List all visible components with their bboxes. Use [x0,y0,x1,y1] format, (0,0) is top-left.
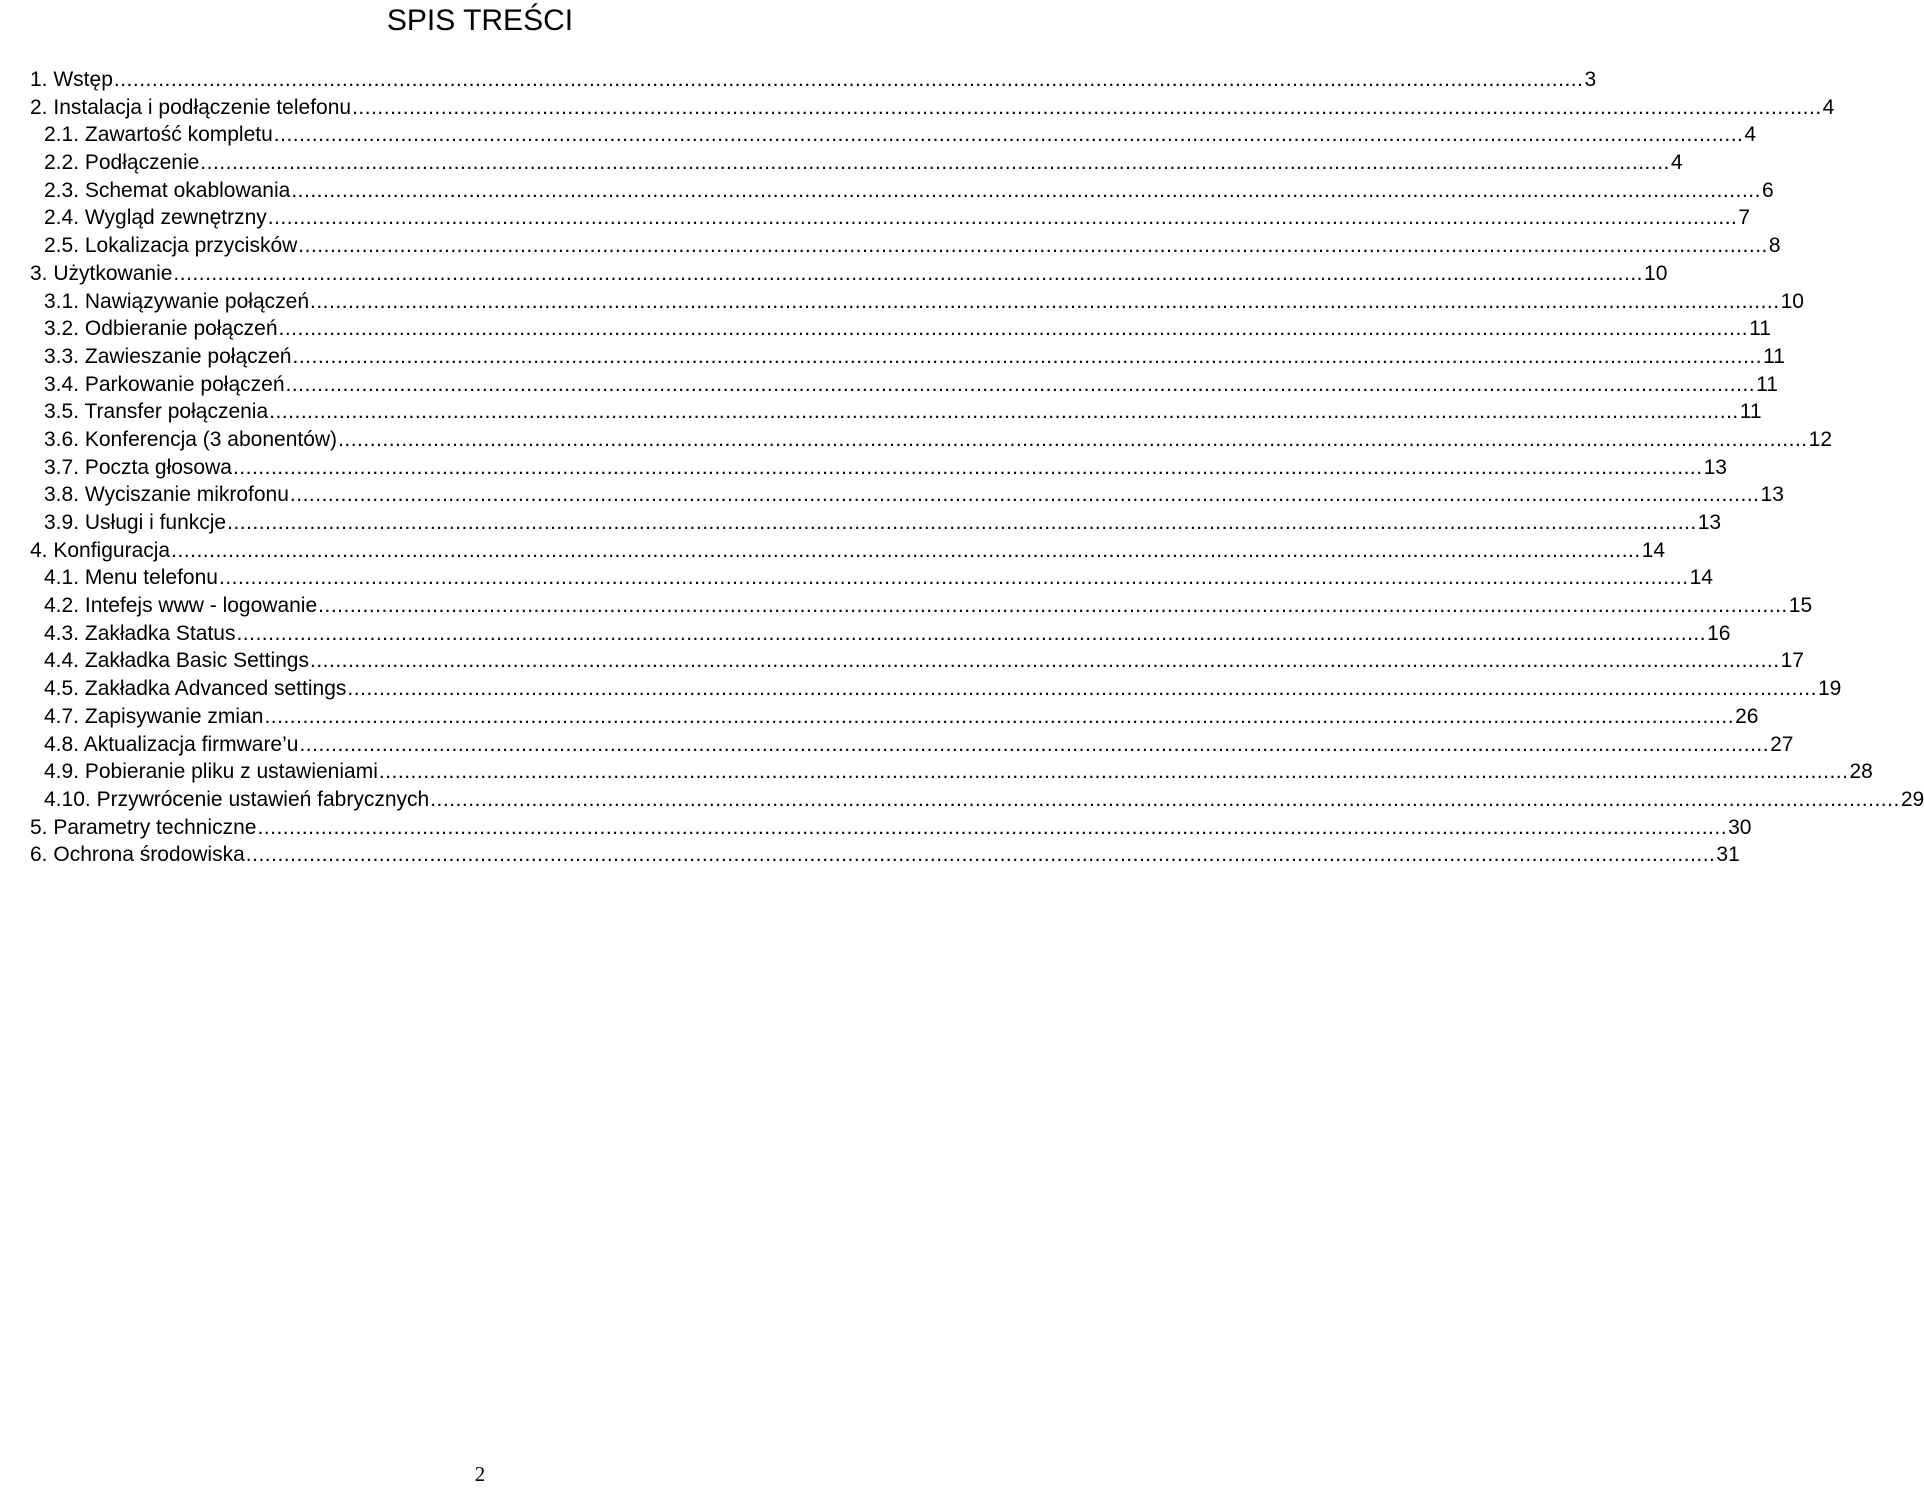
toc-entry-label: Wygląd zewnętrzny [84,206,267,230]
toc-entry-title [44,703,263,731]
toc-entry[interactable] [30,260,1668,288]
toc-entry-page: 10 [1644,261,1668,285]
toc-entry[interactable] [30,537,1666,565]
toc-entry-label: Zakładka Status [84,621,236,645]
toc-entry-page: 3 [1584,68,1597,91]
toc-dot-leader [113,66,1585,94]
toc-entry-page: 13 [1760,483,1784,507]
toc-entry[interactable] [30,371,1778,399]
toc-entry[interactable] [30,758,1873,786]
toc-entry-label: Wyciszanie mikrofonu [84,483,289,507]
toc-entry-label: Ochrona środowiska [53,843,245,867]
toc-entry-page: 6 [1761,178,1774,202]
toc-entry-number: 2.3. [44,178,80,202]
toc-entry-page: 12 [1808,427,1833,451]
toc-entry-title [30,841,245,869]
toc-entry-title [44,426,337,454]
toc-entry-title [44,398,268,426]
toc-entry-title [44,454,232,482]
toc-dot-leader [199,149,1671,177]
toc-entry-page: 13 [1697,511,1722,534]
toc-entry[interactable] [30,426,1833,454]
toc-entry-title [44,204,267,232]
toc-entry-page: 31 [1716,843,1740,867]
toc-entry-number: 3.3. [44,344,80,368]
toc-entry[interactable] [30,731,1794,759]
toc-entry-label: Konferencja (3 abonentów) [84,427,338,451]
toc-entry[interactable] [30,177,1774,205]
toc-entry-title [44,481,289,509]
toc-entry-page: 27 [1770,732,1794,756]
toc-entry-label: Instalacja i podłączenie telefonu [53,95,352,119]
toc-entry[interactable] [30,343,1785,371]
toc-entry-title [44,675,346,703]
toc-entry-number: 3.7. [44,455,80,479]
toc-entry-title [44,288,309,316]
toc-entry[interactable] [30,315,1771,343]
toc-entry-number: 4. [30,538,48,562]
toc-entry-label: Schemat okablowania [84,178,291,202]
toc-entry-label: Konfiguracja [53,538,171,562]
toc-entry-number: 3.6. [44,427,80,451]
toc-dot-leader [256,814,1728,842]
toc-entry-number: 3.8. [44,483,80,507]
toc-entry[interactable] [30,675,1842,703]
toc-entry-label: Lokalizacja przycisków [84,234,298,258]
toc-entry-number: 4.10. [44,787,91,811]
toc-dot-leader [170,537,1642,565]
toc-entry[interactable] [30,288,1804,316]
toc-entry[interactable] [30,841,1740,869]
toc-entry-page: 7 [1738,206,1751,230]
toc-dot-leader [290,177,1762,205]
toc-dot-leader [285,371,1757,399]
toc-entry-number: 4.8. [44,732,80,756]
toc-entry-label: Zapisywanie zmian [84,704,264,728]
toc-dot-leader [235,620,1707,648]
toc-entry-label: Odbieranie połączeń [84,317,278,341]
toc-entry-title [30,814,256,842]
toc-entry-number: 4.7. [44,704,80,728]
toc-dot-leader [289,481,1761,509]
toc-dot-leader [297,232,1769,260]
toc-entry-title [30,94,351,122]
toc-dot-leader [232,454,1704,482]
toc-entry-number: 5. [30,815,48,839]
toc-entry-title [44,343,292,371]
toc-entry-title [44,758,378,786]
toc-entry-title [44,620,235,648]
toc-entry-page: 15 [1788,594,1813,618]
toc-dot-leader [378,758,1850,786]
toc-entry-label: Transfer połączenia [84,400,269,424]
toc-entry-label: Intefejs www - logowanie [84,594,318,618]
toc-entry-label: Poczta głosowa [84,455,232,479]
toc-entry-number: 2.1. [44,123,80,147]
toc-entry-number: 4.1. [44,566,80,590]
toc-entry-label: Zakładka Basic Settings [84,649,309,673]
toc-entry-label: Aktualizacja firmware’u [83,732,299,756]
toc-dot-leader [268,398,1740,426]
toc-entry-label: Użytkowanie [53,261,173,285]
toc-dot-leader [298,731,1770,759]
toc-entry-title [44,315,278,343]
toc-dot-leader [263,703,1735,731]
toc-entry-title [44,121,273,149]
toc-entry[interactable] [30,204,1751,232]
toc-entry-page: 4 [1744,123,1757,147]
toc-entry-title [44,149,199,177]
toc-dot-leader [172,260,1644,288]
toc-entry[interactable] [30,121,1757,149]
toc-entry[interactable] [30,647,1804,675]
toc-entry-title [44,509,226,537]
toc-entry-number: 4.5. [44,677,80,701]
toc-entry[interactable] [30,232,1781,260]
toc-entry-number: 3. [30,261,48,285]
toc-entry-title [30,66,113,94]
toc-entry-label: Pobieranie pliku z ustawieniami [84,760,378,784]
toc-dot-leader [309,288,1781,316]
toc-entry-page: 17 [1780,649,1804,673]
toc-entry-page: 4 [1822,95,1835,119]
toc-dot-leader [273,121,1745,149]
toc-entry-number: 4.3. [44,621,80,645]
toc-entry-page: 11 [1763,344,1785,368]
toc-entry-page: 4 [1670,151,1683,175]
toc-dot-leader [337,426,1809,454]
toc-entry-label: Zawieszanie połączeń [84,344,292,368]
toc-dot-leader [267,204,1739,232]
toc-entry-number: 3.9. [44,511,80,534]
toc-entry-label: Podłączenie [84,151,200,175]
toc-entry-page: 16 [1707,621,1731,645]
toc-entry-number: 4.4. [44,649,80,673]
toc-entry-page: 14 [1641,538,1666,562]
toc-entry-number: 2. [30,95,48,119]
toc-entry-page: 11 [1749,317,1771,341]
toc-dot-leader [317,592,1789,620]
toc-entry-page: 8 [1768,234,1781,258]
toc-dot-leader [292,343,1764,371]
toc-entry-title [30,260,172,288]
toc-entry-page: 30 [1728,815,1752,839]
toc-entry-label: Zawartość kompletu [84,123,273,147]
toc-entry-number: 3.5. [44,400,80,424]
toc-entry-label: Nawiązywanie połączeń [84,289,309,313]
toc-entry[interactable] [30,703,1759,731]
toc-entry-page: 14 [1689,566,1713,590]
toc-entry-page: 13 [1703,455,1727,479]
toc-entry[interactable] [30,786,1924,814]
toc-entry[interactable] [30,509,1722,537]
toc-entry-title [30,537,170,565]
toc-entry[interactable] [30,454,1727,482]
toc-entry-number: 1. [30,68,48,91]
toc-entry-page: 19 [1817,677,1842,701]
toc-dot-leader [278,315,1750,343]
page-title: SPIS TREŚCI [386,4,574,37]
toc-entry-title [44,177,290,205]
toc-entry[interactable] [30,149,1683,177]
toc-entry-title [44,731,298,759]
toc-entry-title [44,592,317,620]
toc-entry-label: Zakładka Advanced settings [84,677,347,701]
toc-entry[interactable] [30,592,1813,620]
toc-entry-number: 3.1. [44,289,80,313]
toc-entry[interactable] [30,94,1835,122]
toc-entry-label: Wstęp [53,68,113,91]
toc-entry-title [44,564,218,592]
toc-entry-page: 11 [1756,372,1778,396]
toc-entry[interactable] [30,564,1713,592]
toc-entry-label: Przywrócenie ustawień fabrycznych [96,787,430,811]
toc-entry[interactable] [30,398,1762,426]
table-of-contents [30,66,1924,869]
toc-entry-page: 28 [1849,760,1873,784]
toc-entry-number: 2.5. [44,234,80,258]
toc-entry-label: Usługi i funkcje [84,511,227,534]
toc-dot-leader [346,675,1818,703]
toc-entry-title [44,232,297,260]
toc-entry-number: 6. [30,843,48,867]
toc-entry-number: 2.4. [44,206,80,230]
toc-dot-leader [429,786,1901,814]
page-number: 2 [474,1462,486,1486]
toc-entry-page: 26 [1735,704,1759,728]
toc-dot-leader [309,647,1781,675]
toc-entry-page: 11 [1739,400,1762,424]
toc-entry-label: Menu telefonu [84,566,218,590]
toc-entry-title [44,786,429,814]
toc-dot-leader [351,94,1823,122]
toc-entry-page: 10 [1780,289,1804,313]
toc-entry-number: 3.2. [44,317,80,341]
toc-entry[interactable] [30,620,1731,648]
toc-entry-label: Parkowanie połączeń [84,372,285,396]
toc-dot-leader [226,509,1698,537]
toc-entry-number: 2.2. [44,151,80,175]
toc-entry-number: 3.4. [44,372,80,396]
toc-entry-number: 4.2. [44,594,80,618]
toc-entry-label: Parametry techniczne [53,815,257,839]
toc-entry-page: 29 [1900,787,1924,811]
toc-entry-title [44,371,285,399]
toc-dot-leader [245,841,1717,869]
toc-entry[interactable] [30,66,1597,94]
toc-entry-number: 4.9. [44,760,80,784]
toc-dot-leader [218,564,1690,592]
toc-entry[interactable] [30,481,1784,509]
toc-entry[interactable] [30,814,1752,842]
toc-entry-title [44,647,309,675]
